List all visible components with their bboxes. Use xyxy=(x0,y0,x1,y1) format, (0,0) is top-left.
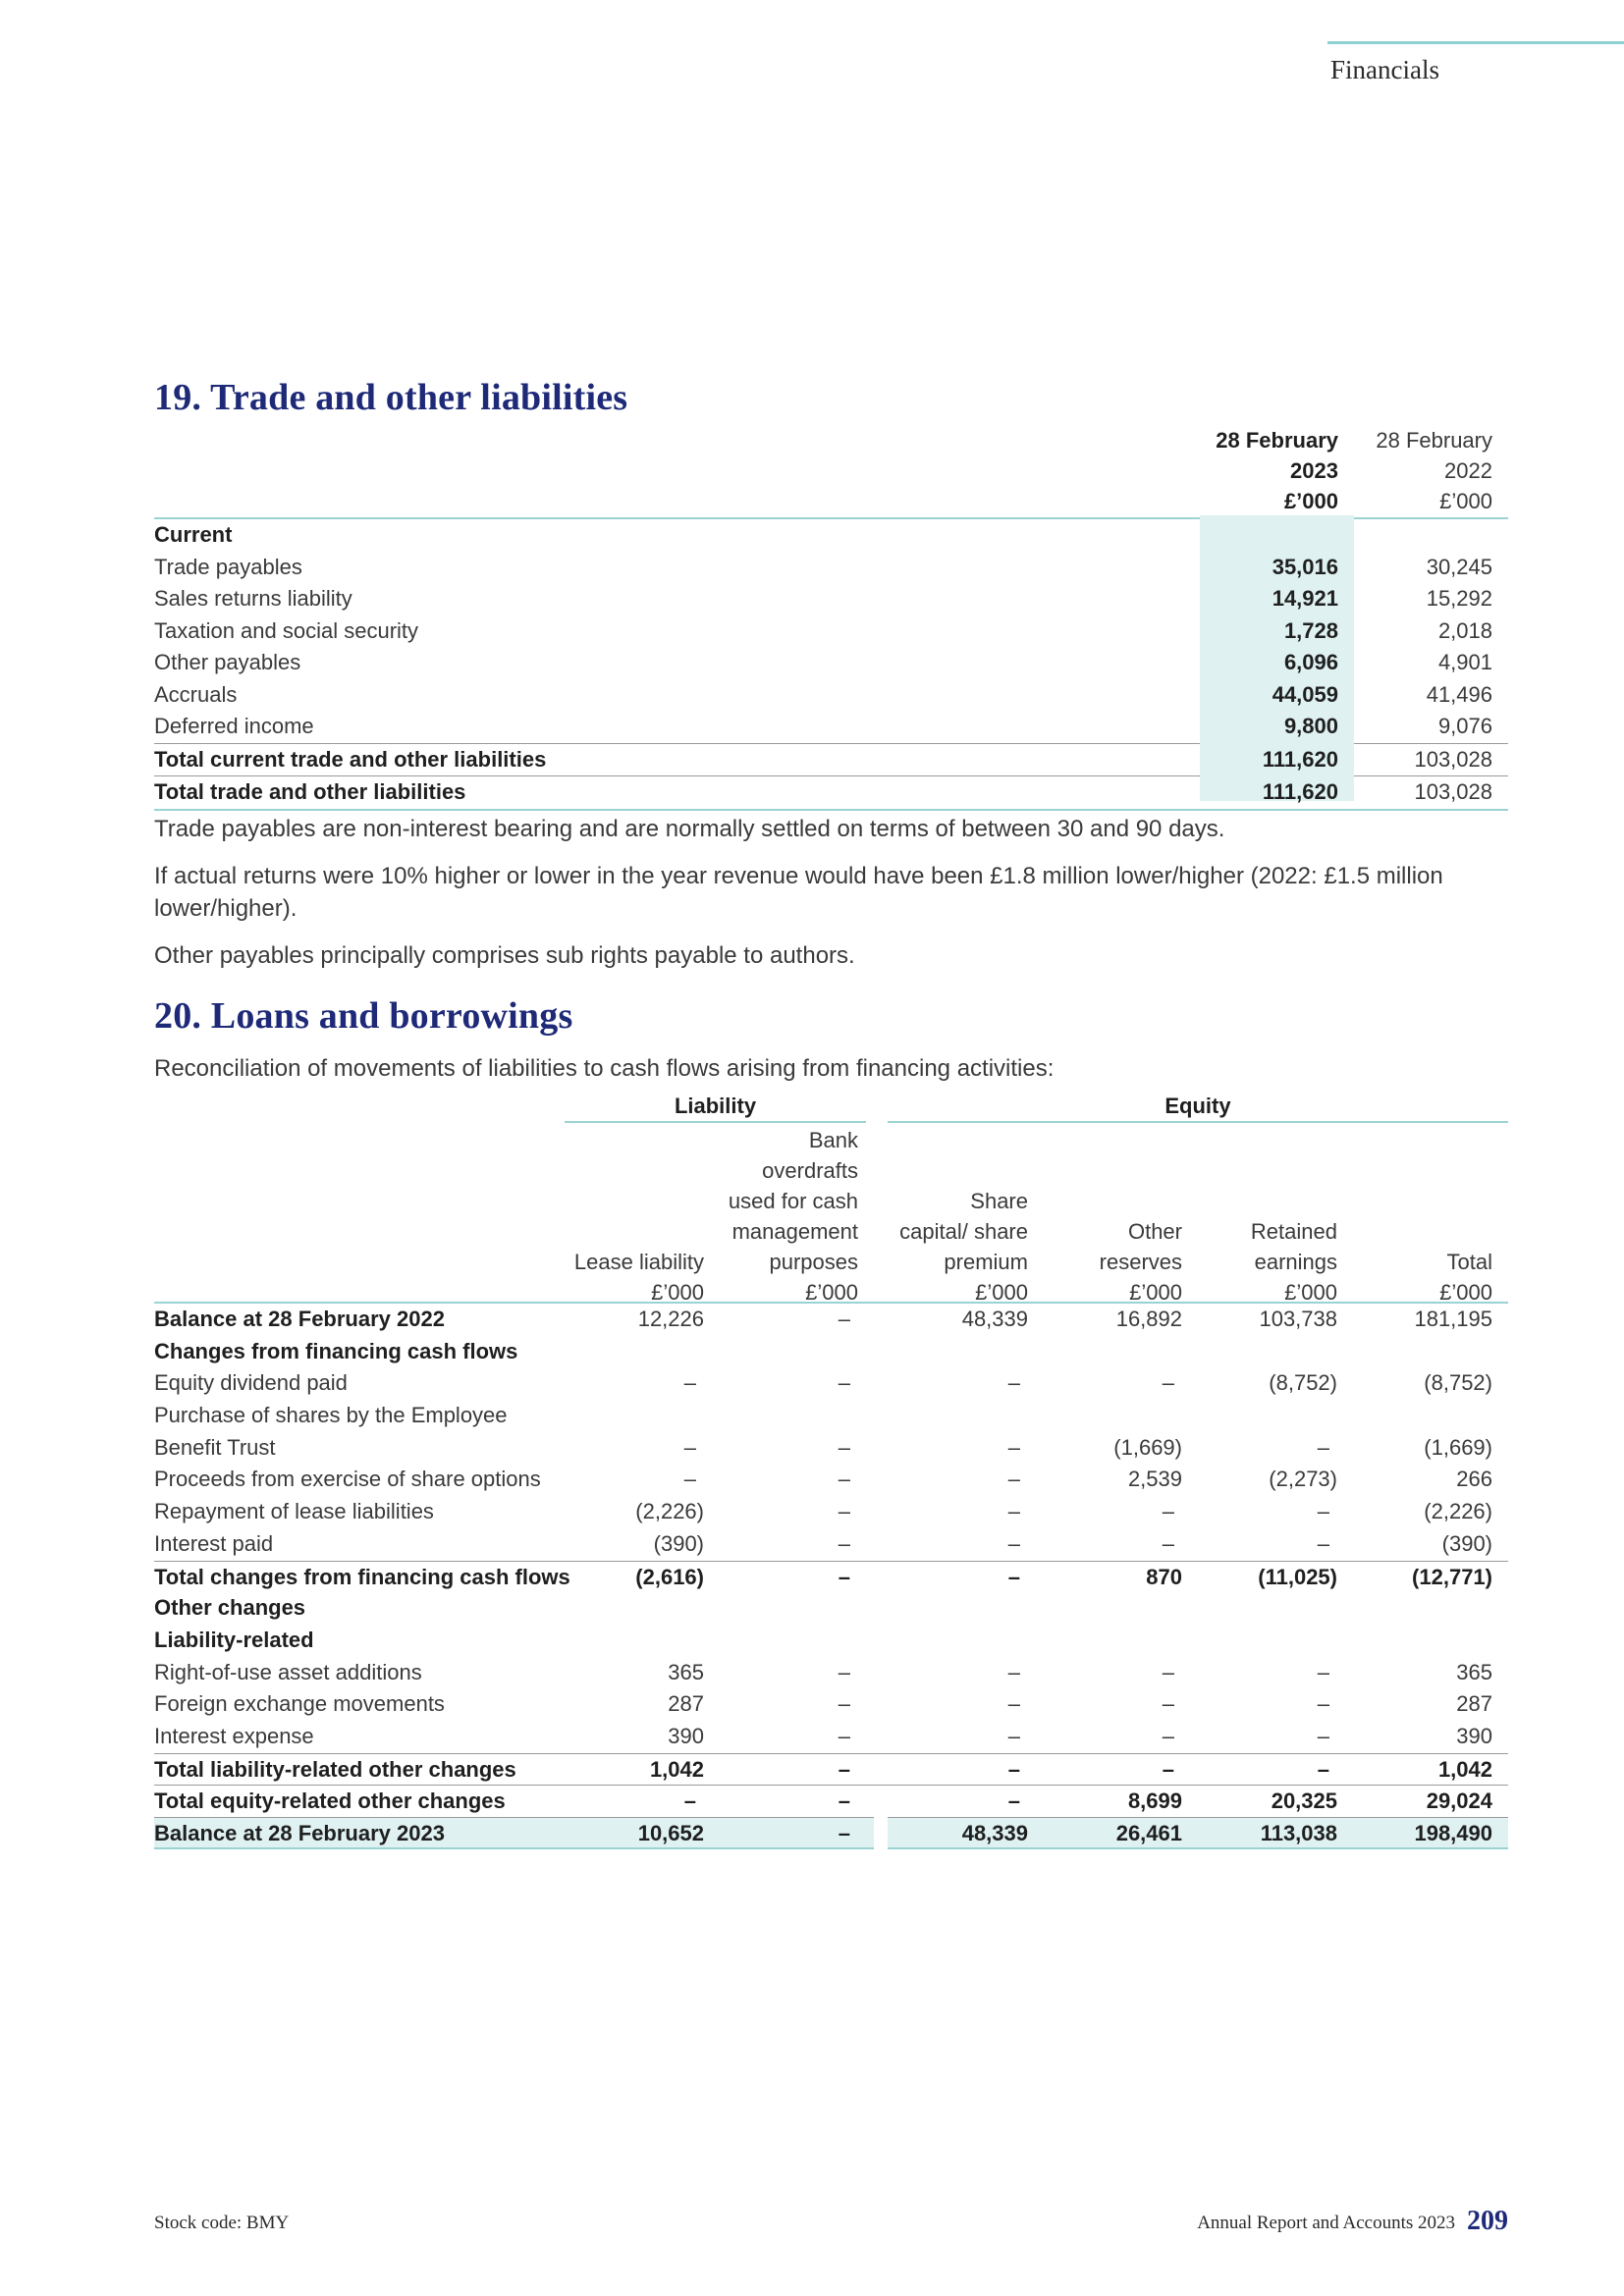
table-row xyxy=(154,679,1508,712)
total-row xyxy=(154,1561,1508,1593)
value-bank-overdrafts: – xyxy=(838,1789,850,1814)
value-retained-earnings: (11,025) xyxy=(1258,1564,1337,1589)
final-balance-row xyxy=(154,1817,1508,1849)
column-header-bank-overdrafts: Bank overdrafts used for cash management purposes £’000 xyxy=(728,1128,858,1305)
value-lease-liability: 10,652 xyxy=(637,1821,704,1845)
table-row xyxy=(154,1304,1508,1336)
value-bank-overdrafts: – xyxy=(838,1370,850,1396)
value-total: (8,752) xyxy=(1424,1370,1492,1396)
table-row xyxy=(154,1528,1508,1561)
value-total: (390) xyxy=(1441,1530,1492,1556)
table-row xyxy=(154,1496,1508,1528)
value-share-capital: – xyxy=(1007,1467,1020,1492)
row-label: Total liability-related other changes xyxy=(154,1756,516,1782)
stock-code: Stock code: BMY xyxy=(154,2213,290,2233)
total-row xyxy=(154,776,1508,809)
value-retained-earnings: – xyxy=(1317,1530,1329,1556)
value-bank-overdrafts: – xyxy=(838,1307,850,1331)
section-row-current xyxy=(154,519,1508,552)
value-share-capital: – xyxy=(1007,1370,1020,1396)
value-share-capital: – xyxy=(1007,1691,1020,1717)
row-label: Deferred income xyxy=(154,714,314,738)
value-2022: 41,496 xyxy=(1426,681,1492,707)
row-label: Other changes xyxy=(154,1595,306,1621)
note-19-paragraph-2: If actual returns were 10% higher or lower in the year revenue would have been £1.8 million lower/higher (2022: £1.5 million lower/higher). xyxy=(154,863,1443,922)
value-share-capital: – xyxy=(1007,1499,1020,1524)
value-lease-liability: 287 xyxy=(668,1691,704,1717)
value-total: 29,024 xyxy=(1426,1789,1492,1814)
row-label: Equity dividend paid xyxy=(154,1370,348,1396)
value-lease-liability: 1,042 xyxy=(649,1756,704,1782)
report-title: Annual Report and Accounts 2023 xyxy=(1197,2213,1455,2233)
value-total: (2,226) xyxy=(1424,1499,1492,1524)
value-retained-earnings: – xyxy=(1317,1499,1329,1524)
value-2023: 9,800 xyxy=(1283,714,1338,738)
row-label: Total trade and other liabilities xyxy=(154,779,466,804)
note-19-title: 19. Trade and other liabilities xyxy=(154,377,628,418)
value-2023: 111,620 xyxy=(1262,779,1338,804)
row-label: Other payables xyxy=(154,650,301,674)
table-bottom-rule xyxy=(154,809,1508,811)
row-label: Taxation and social security xyxy=(154,617,419,643)
value-retained-earnings: – xyxy=(1317,1659,1329,1684)
value-total: 266 xyxy=(1456,1467,1492,1492)
value-other-reserves: 16,892 xyxy=(1115,1307,1182,1331)
value-bank-overdrafts: – xyxy=(838,1434,850,1460)
value-2022: 103,028 xyxy=(1414,779,1492,804)
value-retained-earnings: – xyxy=(1317,1723,1329,1748)
table-row xyxy=(154,1367,1508,1400)
value-2023: 35,016 xyxy=(1272,554,1338,579)
table-row xyxy=(154,583,1508,615)
value-total: 287 xyxy=(1456,1691,1492,1717)
table-row xyxy=(154,1688,1508,1721)
table-row xyxy=(154,1336,1508,1368)
value-lease-liability: – xyxy=(683,1467,696,1492)
value-2022: 9,076 xyxy=(1437,714,1492,738)
row-label: Benefit Trust xyxy=(154,1434,276,1460)
value-retained-earnings: (2,273) xyxy=(1269,1467,1337,1492)
row-label: Proceeds from exercise of share options xyxy=(154,1467,541,1492)
value-total: 1,042 xyxy=(1437,1756,1492,1782)
value-share-capital: – xyxy=(1007,1723,1020,1748)
note-19-paragraph-1: Trade payables are non-interest bearing and are normally settled on terms of between 30 and 90 days. xyxy=(154,816,1225,842)
row-label: Interest expense xyxy=(154,1723,314,1748)
value-2022: 4,901 xyxy=(1437,650,1492,674)
value-lease-liability: 12,226 xyxy=(637,1307,704,1331)
note-20-title: 20. Loans and borrowings xyxy=(154,995,573,1037)
value-bank-overdrafts: – xyxy=(838,1530,850,1556)
value-lease-liability: (2,616) xyxy=(635,1564,704,1589)
value-bank-overdrafts: – xyxy=(838,1564,850,1589)
value-lease-liability: 390 xyxy=(668,1723,704,1748)
note-19-paragraph-3: Other payables principally comprises sub rights payable to authors. xyxy=(154,942,855,969)
total-row xyxy=(154,1753,1508,1786)
value-share-capital: – xyxy=(1007,1659,1020,1684)
value-retained-earnings: – xyxy=(1317,1691,1329,1717)
value-2023: 6,096 xyxy=(1283,650,1338,674)
value-retained-earnings: – xyxy=(1317,1756,1329,1782)
column-header-2022: 28 February 2022 £’000 xyxy=(1376,428,1492,513)
value-2022: 30,245 xyxy=(1426,554,1492,579)
value-total: (12,771) xyxy=(1412,1564,1492,1589)
value-other-reserves: – xyxy=(1162,1499,1174,1524)
value-other-reserves: – xyxy=(1162,1659,1174,1684)
value-share-capital: – xyxy=(1007,1789,1020,1814)
trade-liabilities-table xyxy=(154,425,1508,811)
value-other-reserves: 8,699 xyxy=(1127,1789,1182,1814)
value-other-reserves: – xyxy=(1162,1756,1174,1782)
value-lease-liability: (2,226) xyxy=(635,1499,704,1524)
note-20-intro: Reconciliation of movements of liabilities to cash flows arising from financing activities: xyxy=(154,1055,1055,1082)
value-bank-overdrafts: – xyxy=(838,1723,850,1748)
value-2022: 103,028 xyxy=(1414,746,1492,772)
column-header-other-reserves: Other reserves £’000 xyxy=(1099,1219,1182,1305)
row-label: Current xyxy=(154,522,233,547)
value-retained-earnings: – xyxy=(1317,1434,1329,1460)
row-label: Balance at 28 February 2023 xyxy=(154,1821,445,1845)
value-share-capital: – xyxy=(1007,1564,1020,1589)
value-share-capital: – xyxy=(1007,1434,1020,1460)
column-header-total: Total £’000 xyxy=(1439,1250,1492,1305)
value-other-reserves: 2,539 xyxy=(1127,1467,1182,1492)
value-2023: 1,728 xyxy=(1283,617,1338,643)
value-retained-earnings: 113,038 xyxy=(1260,1821,1337,1845)
section-label: Financials xyxy=(1330,55,1439,84)
column-header-retained-earnings: Retained earnings £’000 xyxy=(1250,1219,1337,1305)
table-row xyxy=(154,1400,1508,1432)
value-lease-liability: (390) xyxy=(653,1530,704,1556)
column-header-2023: 28 February 2023 £’000 xyxy=(1216,428,1338,513)
value-total: 365 xyxy=(1456,1659,1492,1684)
table-row xyxy=(154,1657,1508,1689)
value-bank-overdrafts: – xyxy=(838,1659,850,1684)
value-bank-overdrafts: – xyxy=(838,1467,850,1492)
row-label: Balance at 28 February 2022 xyxy=(154,1307,445,1331)
value-bank-overdrafts: – xyxy=(838,1499,850,1524)
table-row xyxy=(154,711,1508,743)
row-label: Total current trade and other liabilities xyxy=(154,746,547,772)
value-2023: 14,921 xyxy=(1272,586,1338,611)
page-number: 209 xyxy=(1467,2206,1508,2236)
value-2023: 111,620 xyxy=(1262,746,1338,772)
row-label: Total changes from financing cash flows xyxy=(154,1564,570,1589)
value-other-reserves: – xyxy=(1162,1530,1174,1556)
value-bank-overdrafts: – xyxy=(838,1691,850,1717)
group-header-equity: Equity xyxy=(888,1090,1508,1123)
total-row xyxy=(154,744,1508,776)
row-label: Repayment of lease liabilities xyxy=(154,1499,434,1524)
value-share-capital: – xyxy=(1007,1756,1020,1782)
table-row xyxy=(154,1721,1508,1753)
value-other-reserves: – xyxy=(1162,1370,1174,1396)
value-total: 181,195 xyxy=(1414,1307,1492,1331)
value-other-reserves: – xyxy=(1162,1691,1174,1717)
table-row xyxy=(154,1592,1508,1625)
value-lease-liability: – xyxy=(683,1789,696,1814)
value-2023: 44,059 xyxy=(1272,681,1338,707)
row-label: Liability-related xyxy=(154,1627,314,1652)
value-lease-liability: – xyxy=(683,1434,696,1460)
row-label: Interest paid xyxy=(154,1530,274,1556)
header-accent-rule xyxy=(1327,41,1624,44)
column-header-lease-liability: Lease liability £’000 xyxy=(573,1250,704,1305)
value-total: 390 xyxy=(1456,1723,1492,1748)
table-row xyxy=(154,1625,1508,1657)
value-share-capital: – xyxy=(1007,1530,1020,1556)
value-retained-earnings: (8,752) xyxy=(1269,1370,1337,1396)
column-header-share-capital: Share capital/ share premium £’000 xyxy=(899,1189,1028,1305)
value-retained-earnings: 20,325 xyxy=(1271,1789,1337,1814)
row-label: Purchase of shares by the Employee xyxy=(154,1403,508,1428)
value-other-reserves: 870 xyxy=(1146,1564,1182,1589)
value-bank-overdrafts: – xyxy=(838,1756,850,1782)
row-label: Foreign exchange movements xyxy=(154,1691,445,1717)
table-row xyxy=(154,552,1508,584)
value-2022: 15,292 xyxy=(1426,586,1492,611)
value-retained-earnings: 103,738 xyxy=(1259,1307,1337,1331)
table-row xyxy=(154,1432,1508,1465)
row-label: Trade payables xyxy=(154,554,302,579)
table-row xyxy=(154,647,1508,679)
table-row xyxy=(154,615,1508,648)
value-share-capital: 48,339 xyxy=(961,1307,1028,1331)
table-row xyxy=(154,1464,1508,1496)
value-other-reserves: 26,461 xyxy=(1115,1821,1182,1845)
row-label: Sales returns liability xyxy=(154,586,352,611)
value-share-capital: 48,339 xyxy=(961,1821,1028,1845)
value-other-reserves: (1,669) xyxy=(1113,1434,1182,1460)
value-other-reserves: – xyxy=(1162,1723,1174,1748)
row-label: Total equity-related other changes xyxy=(154,1789,506,1814)
total-row xyxy=(154,1785,1508,1817)
value-total: (1,669) xyxy=(1424,1434,1492,1460)
value-2022: 2,018 xyxy=(1437,617,1492,643)
row-label: Changes from financing cash flows xyxy=(154,1338,518,1363)
table-header xyxy=(154,425,1508,517)
row-label: Accruals xyxy=(154,681,238,707)
row-label: Right-of-use asset additions xyxy=(154,1659,422,1684)
group-header-liability: Liability xyxy=(565,1090,866,1123)
value-total: 198,490 xyxy=(1414,1821,1492,1845)
value-lease-liability: – xyxy=(683,1370,696,1396)
value-bank-overdrafts: – xyxy=(838,1821,850,1845)
value-lease-liability: 365 xyxy=(668,1659,704,1684)
